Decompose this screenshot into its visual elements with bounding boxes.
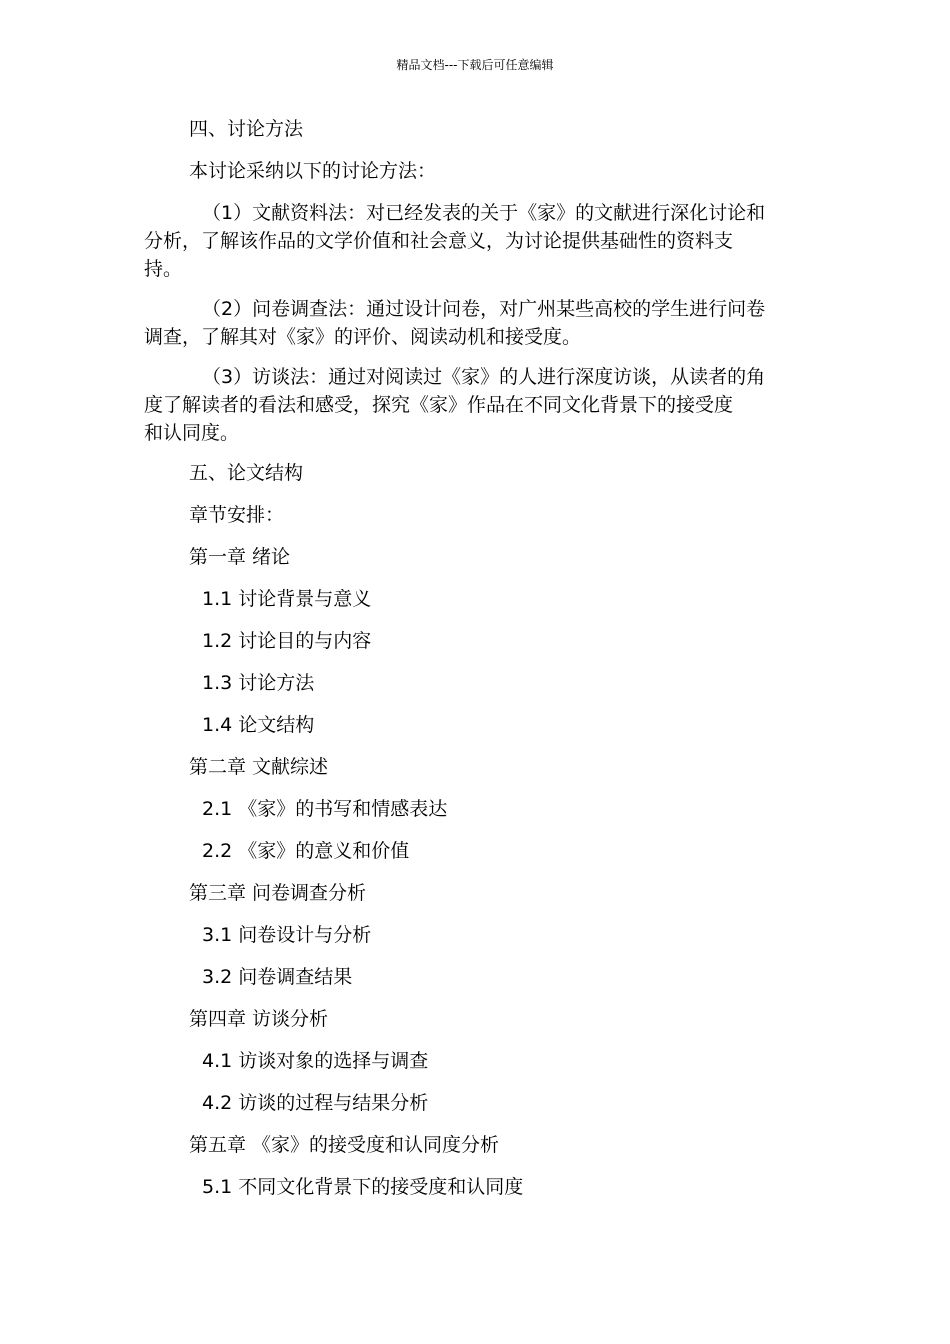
- section-heading: 五、论文结构: [189, 462, 304, 484]
- method-paragraph: [144, 363, 806, 447]
- paragraph-line: （2）问卷调查法：通过设计问卷，对广州某些高校的学生进行问卷: [202, 298, 766, 320]
- method-paragraph: [144, 295, 806, 351]
- outline-item: 1.1 讨论背景与意义: [202, 588, 372, 610]
- paragraph-line: 分析，了解该作品的文学价值和社会意义，为讨论提供基础性的资料支: [144, 230, 734, 252]
- paragraph-line: 持。: [144, 258, 183, 280]
- chapter-heading: 第一章 绪论: [189, 546, 291, 568]
- intro-paragraph: 本讨论采纳以下的讨论方法：: [189, 160, 437, 182]
- chapter-arrangement-label: 章节安排：: [189, 504, 285, 526]
- outline-item: 3.1 问卷设计与分析: [202, 924, 372, 946]
- method-paragraph: [144, 199, 806, 283]
- outline-item: 3.2 问卷调查结果: [202, 966, 353, 988]
- outline-item: 1.4 论文结构: [202, 714, 315, 736]
- outline-item: 2.1 《家》的书写和情感表达: [202, 798, 448, 820]
- outline-item: 1.2 讨论目的与内容: [202, 630, 372, 652]
- paragraph-line: （3）访谈法：通过对阅读过《家》的人进行深度访谈，从读者的角: [202, 366, 766, 388]
- paragraph-line: （1）文献资料法：对已经发表的关于《家》的文献进行深化讨论和: [202, 202, 766, 224]
- section-heading: 四、讨论方法: [189, 118, 304, 140]
- paragraph-line: 度了解读者的看法和感受，探究《家》作品在不同文化背景下的接受度: [144, 394, 734, 416]
- paragraph-line: 调查，了解其对《家》的评价、阅读动机和接受度。: [144, 326, 582, 348]
- chapter-heading: 第三章 问卷调查分析: [189, 882, 367, 904]
- chapter-heading: 第五章 《家》的接受度和认同度分析: [189, 1134, 500, 1156]
- outline-item: 2.2 《家》的意义和价值: [202, 840, 410, 862]
- outline-item: 1.3 讨论方法: [202, 672, 315, 694]
- document-body: [144, 115, 806, 1215]
- paragraph-line: 和认同度。: [144, 422, 240, 444]
- chapter-heading: 第二章 文献综述: [189, 756, 329, 778]
- outline-item: 4.2 访谈的过程与结果分析: [202, 1092, 429, 1114]
- page-header: 精品文档---下载后可任意编辑: [396, 58, 554, 72]
- chapter-heading: 第四章 访谈分析: [189, 1008, 329, 1030]
- outline-item: 4.1 访谈对象的选择与调查: [202, 1050, 429, 1072]
- outline-item: 5.1 不同文化背景下的接受度和认同度: [202, 1176, 524, 1198]
